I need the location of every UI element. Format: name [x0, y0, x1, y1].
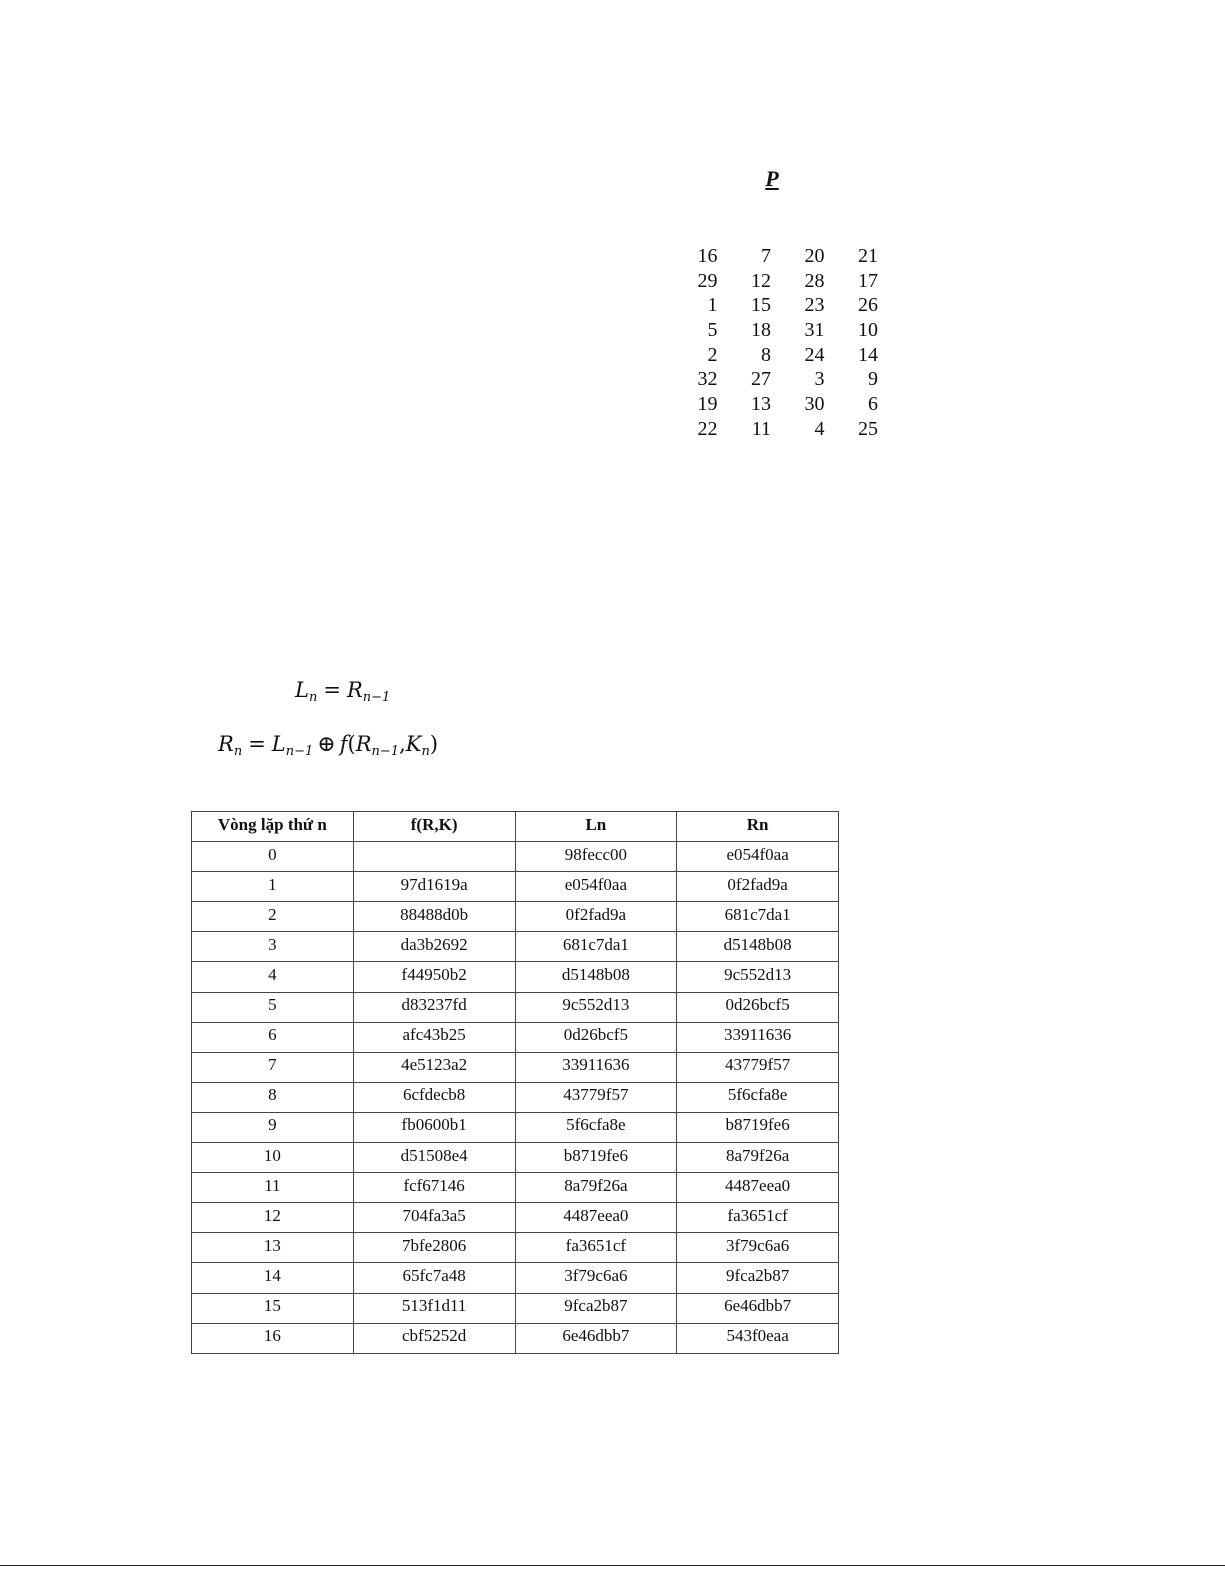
table-cell: 10 [192, 1143, 354, 1173]
permutation-cell: 9 [868, 368, 878, 391]
table-header-row [192, 812, 839, 842]
table-cell: 14 [192, 1263, 354, 1293]
table-cell: 9fca2b87 [515, 1293, 677, 1323]
permutation-cell: 5 [707, 319, 718, 342]
table-cell: 16 [192, 1323, 354, 1353]
table-cell: 5 [192, 992, 354, 1022]
table-row [192, 842, 839, 872]
table-cell: 8a79f26a [677, 1143, 839, 1173]
table-cell: 13 [192, 1233, 354, 1263]
eq2-l-sub: n−1 [285, 744, 314, 759]
table-cell: 704fa3a5 [353, 1203, 515, 1233]
table-row [192, 872, 839, 902]
table-cell: 33911636 [677, 1022, 839, 1052]
eq2-lhs: R [218, 732, 234, 756]
permutation-cell: 18 [751, 319, 771, 342]
permutation-cell: 4 [814, 417, 825, 440]
permutation-cell: 23 [804, 294, 825, 317]
table-cell: 543f0eaa [677, 1323, 839, 1353]
column-header: Rn [677, 812, 839, 842]
table-cell: fa3651cf [515, 1233, 677, 1263]
table-cell: 33911636 [515, 1052, 677, 1082]
table-cell: 6 [192, 1022, 354, 1052]
permutation-grid [676, 244, 890, 442]
permutation-cell: 3 [814, 368, 825, 391]
table-cell: afc43b25 [353, 1022, 515, 1052]
permutation-cell: 15 [751, 294, 771, 317]
eq2-r-sub: n−1 [371, 744, 400, 759]
table-cell: 0d26bcf5 [677, 992, 839, 1022]
permutation-cell: 29 [697, 269, 718, 292]
footer-divider [0, 1565, 1225, 1566]
table-cell: 0 [192, 842, 354, 872]
eq2-l: L [271, 732, 286, 756]
table-cell: 98fecc00 [515, 842, 677, 872]
xor-symbol: ⊕ [317, 732, 336, 757]
table-row [192, 932, 839, 962]
table-row [192, 1112, 839, 1142]
permutation-title: P [765, 166, 779, 191]
permutation-cell: 6 [868, 393, 878, 416]
permutation-cell: 17 [858, 269, 878, 292]
table-cell: 6e46dbb7 [677, 1293, 839, 1323]
table-cell: 6cfdecb8 [353, 1082, 515, 1112]
eq2-f: f [339, 732, 348, 756]
permutation-cell: 26 [858, 294, 878, 317]
eq1-rhs-sub: n−1 [362, 690, 391, 705]
table-cell: 7bfe2806 [353, 1233, 515, 1263]
table-cell: 1 [192, 872, 354, 902]
table-cell: 5f6cfa8e [515, 1112, 677, 1142]
equation-ln [295, 678, 390, 710]
table-cell: 3f79c6a6 [677, 1233, 839, 1263]
table-row [192, 902, 839, 932]
equation-rn: $R_n = L_{n-1}$ ⊕ $f(R_{n-1},K_n)$ [218, 732, 439, 759]
eq2-lhs-sub: n [233, 744, 243, 759]
eq1-lhs-sub: n [308, 690, 318, 705]
table-cell: 3f79c6a6 [515, 1263, 677, 1293]
table-cell: fb0600b1 [353, 1112, 515, 1142]
table-cell: 681c7da1 [515, 932, 677, 962]
table-cell: 0f2fad9a [677, 872, 839, 902]
table-cell: 681c7da1 [677, 902, 839, 932]
table-cell: 4487eea0 [677, 1173, 839, 1203]
column-header: Ln [515, 812, 677, 842]
table-row [192, 1323, 839, 1353]
table-row [192, 1052, 839, 1082]
table-cell: 5f6cfa8e [677, 1082, 839, 1112]
table-cell: 12 [192, 1203, 354, 1233]
permutation-cell: 24 [804, 343, 825, 366]
table-row [192, 1082, 839, 1112]
permutation-cell: 28 [804, 269, 825, 292]
table-cell: 4e5123a2 [353, 1052, 515, 1082]
table-cell: 65fc7a48 [353, 1263, 515, 1293]
table-cell: 15 [192, 1293, 354, 1323]
table-cell: 4487eea0 [515, 1203, 677, 1233]
table-cell: e054f0aa [677, 842, 839, 872]
table-cell: 8 [192, 1082, 354, 1112]
permutation-cell: 32 [697, 368, 718, 391]
table-cell: 2 [192, 902, 354, 932]
table-row [192, 1143, 839, 1173]
eq1-equals: = [323, 678, 341, 702]
table-cell: e054f0aa [515, 872, 677, 902]
column-header: f(R,K) [353, 812, 515, 842]
table-cell: b8719fe6 [677, 1112, 839, 1142]
table-cell: f44950b2 [353, 962, 515, 992]
permutation-cell: 27 [751, 368, 771, 391]
table-row [192, 992, 839, 1022]
permutation-cell: 19 [697, 393, 718, 416]
eq2-equals: = [248, 732, 266, 756]
table-cell: 0f2fad9a [515, 902, 677, 932]
table-cell: 0d26bcf5 [515, 1022, 677, 1052]
table-body [192, 842, 839, 1354]
table-cell: da3b2692 [353, 932, 515, 962]
permutation-cell: 13 [751, 393, 771, 416]
table-cell: 9 [192, 1112, 354, 1142]
table-row [192, 1022, 839, 1052]
rounds-table [191, 811, 839, 1354]
table-cell: 513f1d11 [353, 1293, 515, 1323]
table-row [192, 1293, 839, 1323]
permutation-cell: 1 [707, 294, 718, 317]
table-cell: cbf5252d [353, 1323, 515, 1353]
permutation-cell: 22 [697, 417, 718, 440]
table-cell: 43779f57 [515, 1082, 677, 1112]
permutation-cell: 7 [761, 245, 771, 267]
eq2-k-sub: n [421, 744, 430, 759]
table-row [192, 1233, 839, 1263]
table-cell: 8a79f26a [515, 1173, 677, 1203]
permutation-cell: 21 [858, 245, 878, 267]
table-cell: d83237fd [353, 992, 515, 1022]
table-cell: 9c552d13 [515, 992, 677, 1022]
table-cell: 9c552d13 [677, 962, 839, 992]
permutation-cell: 10 [858, 319, 878, 342]
table-cell: d5148b08 [515, 962, 677, 992]
permutation-cell: 25 [858, 417, 878, 440]
table-cell: 3 [192, 932, 354, 962]
permutation-cell: 11 [751, 417, 771, 440]
table-cell: 97d1619a [353, 872, 515, 902]
table-cell: 11 [192, 1173, 354, 1203]
eq1-lhs: L [295, 678, 309, 702]
table-cell: 7 [192, 1052, 354, 1082]
column-header: Vòng lặp thứ n [192, 812, 354, 842]
table-cell: 43779f57 [677, 1052, 839, 1082]
eq2-r: R [355, 732, 372, 756]
table-cell: fa3651cf [677, 1203, 839, 1233]
table-row [192, 1263, 839, 1293]
table-cell: 9fca2b87 [677, 1263, 839, 1293]
eq1-rhs: R [346, 678, 363, 702]
table-row [192, 1173, 839, 1203]
table-cell: 88488d0b [353, 902, 515, 932]
table-cell [353, 842, 515, 872]
table-row [192, 1203, 839, 1233]
permutation-cell: 14 [858, 343, 878, 366]
table-row [192, 962, 839, 992]
permutation-cell: 12 [751, 269, 771, 292]
permutation-cell: 31 [804, 319, 825, 342]
table-cell: fcf67146 [353, 1173, 515, 1203]
permutation-cell: 16 [697, 245, 718, 267]
permutation-cell: 20 [804, 245, 825, 267]
permutation-cell: 2 [707, 343, 718, 366]
permutation-cell: 30 [804, 393, 825, 416]
table-cell: 6e46dbb7 [515, 1323, 677, 1353]
table-cell: d5148b08 [677, 932, 839, 962]
eq2-k: K [405, 732, 422, 756]
table-cell: d51508e4 [353, 1143, 515, 1173]
table-cell: 4 [192, 962, 354, 992]
table-cell: b8719fe6 [515, 1143, 677, 1173]
permutation-cell: 8 [761, 343, 771, 366]
